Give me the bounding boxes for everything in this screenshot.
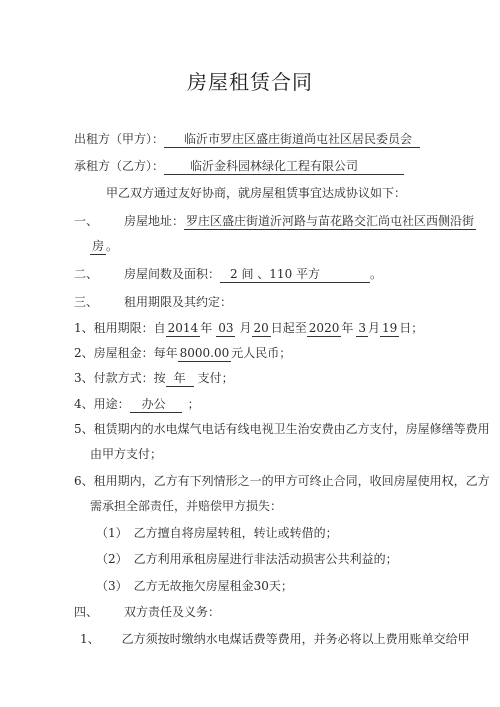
section-2-number: 二、 [74,267,99,281]
section-3-number: 三、 [74,295,99,309]
item-3-value-text: 年 [173,371,186,385]
section-3-label: 租用期限及其约定： [124,295,233,309]
sub-item-3-number: （3） [96,579,128,593]
section-4-label: 双方责任及义务： [124,605,221,619]
item-1-text-day-end: 日； [399,321,424,335]
item-1-end-year: 2020 [308,321,340,335]
sub-item-2 [96,551,398,567]
item-4-value-text: 办公 [141,397,166,411]
document-title: 房屋租赁合同 [187,70,313,94]
lessor-value-text: 临沂市罗庄区盛庄街道尚屯社区居民委员会 [184,132,413,146]
section-1-end: 。 [106,239,119,253]
item-2-suffix: 元人民币； [231,346,292,360]
intro-text: 甲乙双方通过友好协商，就房屋租赁事宜达成协议如下： [106,186,407,200]
section-2-value [220,267,370,283]
section-1-line-1 [74,213,476,229]
section-1-label: 房屋地址： [124,214,185,228]
item-5-line-2: 由甲方支付； [90,447,163,461]
sub-item-2-number: （2） [96,552,128,566]
item-1-start-day: 20 [253,321,269,335]
lessee-label: 承租方（乙方）： [74,159,165,173]
item-1-start-year: 2014 [167,321,199,335]
duty-1-number: 1、 [80,632,100,646]
lessee-value [164,159,404,175]
sub-item-3-text: 乙方无故拖欠房屋租金30天； [133,579,293,593]
sub-item-3 [96,578,293,594]
item-2-rent [74,345,291,361]
item-6-line-2: 需承担全部责任，并赔偿甲方损失： [90,499,283,513]
item-6-line-1: 6、租用期内，乙方有下列情形之一的甲方可终止合同，收回房屋使用权，乙方 [74,474,490,488]
item-1-end-month: 3 [358,321,366,335]
sub-item-1 [96,525,338,541]
section-2-value-text: 2 间 、110 平方 [230,267,321,281]
section-1-address: 罗庄区盛庄街道沂河路与苗花路交汇尚屯社区西侧沿街 [186,214,475,228]
item-1-text-year: 年 [200,321,213,335]
item-1-start-month: 03 [218,321,234,335]
section-1-address-cont: 房 [92,239,105,253]
item-3-value [166,371,194,387]
item-4-prefix: 4、用途： [74,397,130,411]
lessor-value [164,132,420,148]
item-1-text-until: 日起至 [270,321,307,335]
item-2-prefix: 2、房屋租金：每年 [74,346,178,360]
sub-item-2-text: 乙方利用承租房屋进行非法活动损害公共利益的； [133,552,398,566]
item-2-rent-amount: 8000.00 [179,346,230,360]
section-1-number: 一、 [74,214,99,228]
item-3-suffix: 支付； [197,371,234,385]
item-4-value [130,397,182,413]
item-4-purpose [74,396,200,412]
lessee-value-text: 临沂金科园林绿化工程有限公司 [190,159,359,173]
lessor-line [74,131,420,147]
item-1-end-day: 19 [382,321,398,335]
item-1-text-month-2: 月 [368,321,381,335]
section-1-line-2 [90,238,118,254]
item-3-payment-method [74,370,234,386]
item-1-lease-term [74,320,423,336]
sub-item-1-number: （1） [96,526,128,540]
duty-1-text: 乙方须按时缴纳水电煤话费等费用，并务必将以上费用账单交给甲 [121,632,470,646]
section-2-label: 房屋间数及面积： [124,267,221,281]
section-2-line [74,266,382,282]
sub-item-1-text: 乙方擅自将房屋转租，转让或转借的； [133,526,338,540]
section-2-end: 。 [370,267,383,281]
item-4-suffix: ； [187,397,200,411]
lessee-line [74,158,404,174]
section-4-number: 四、 [74,605,99,619]
item-5-line-1: 5、租赁期内的水电煤气电话有线电视卫生治安费由乙方支付，房屋修缮等费用 [74,422,490,436]
item-3-prefix: 3、付款方式：按 [74,371,166,385]
section-3-line [74,294,232,310]
item-1-text-year-2: 年 [341,321,354,335]
duty-1-line [80,631,470,647]
item-1-prefix: 1、租用期限：自 [74,321,166,335]
item-1-text-month: 月 [239,321,252,335]
lessor-label: 出租方（甲方）： [74,132,165,146]
section-4-line [74,604,220,620]
